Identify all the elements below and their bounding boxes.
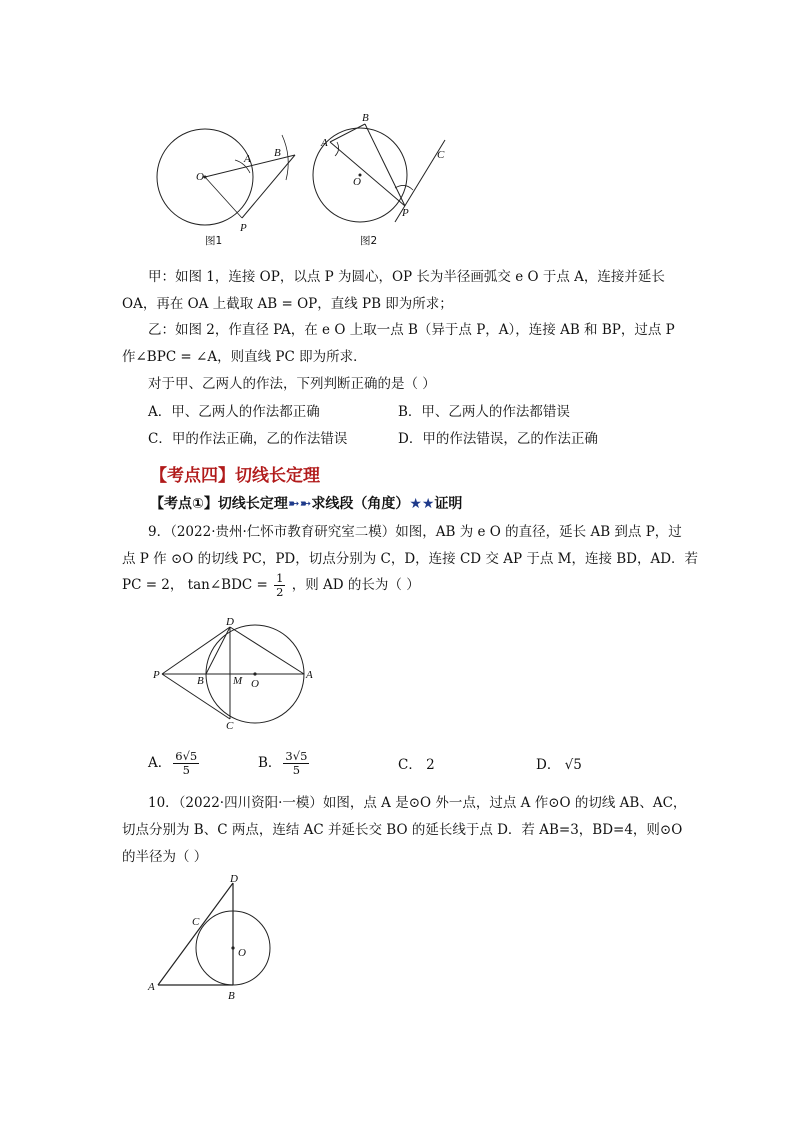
q8-option-d[interactable]: D．甲的作法错误，乙的作法正确: [398, 431, 598, 447]
figure-q10: [145, 868, 280, 1003]
subtitle-mid: 求线段（角度）: [311, 496, 410, 512]
fig9-label-d: D: [226, 616, 234, 628]
fig2-label-o: O: [353, 176, 361, 188]
q9-line3: [122, 572, 420, 599]
figure-2: [305, 110, 465, 250]
q9-line3-post: ，则 AD 的长为（ ）: [291, 577, 420, 593]
fig10-label-d: D: [230, 873, 238, 885]
q9-option-d[interactable]: D． √5: [536, 757, 582, 773]
fig1-label-o: O: [196, 171, 204, 183]
fig10-label-o: O: [238, 947, 246, 959]
q8-option-a[interactable]: A．甲、乙两人的作法都正确: [148, 404, 320, 420]
q9-line1: 9．（2022·贵州·仁怀市教育研究室二模）如图，AB 为 e O 的直径，延长 AB 到点 P，过: [148, 524, 682, 540]
q9-fraction: $\frac{1}{2}$: [276, 571, 284, 599]
star-icon: ★★: [409, 496, 435, 512]
subtitle-suffix: 证明: [434, 496, 463, 512]
fig9-label-c: C: [226, 720, 234, 732]
q8-yi-line1: 乙：如图 2，作直径 PA，在 e O 上取一点 B（异于点 P，A），连接 AB 和 BP，过点 P: [148, 322, 675, 338]
fig2-label-c: C: [437, 149, 445, 161]
q8-yi-line2: 作∠BPC = ∠A，则直线 PC 即为所求．: [122, 349, 367, 365]
q9-line2: 点 P 作 ⊙O 的切线 PC，PD，切点分别为 C，D，连接 CD 交 AP 于点 M，连接 BD，AD．若: [122, 551, 699, 567]
q10-line3: 的半径为（ ）: [122, 849, 208, 865]
fig10-label-c: C: [192, 916, 200, 928]
fig2-label-b: B: [362, 112, 369, 124]
q8-jia-line1: 甲：如图 1，连接 OP，以点 P 为圆心，OP 长为半径画弧交 e O 于点 A，连接并延长: [148, 269, 665, 285]
fig1-label-a: A: [244, 153, 251, 165]
subtitle-prefix: 【考点①】切线长定理: [150, 496, 288, 512]
fig2-caption: 图2: [360, 235, 378, 247]
fig2-label-a: A: [321, 137, 328, 149]
fig1-caption: 图1: [205, 235, 223, 247]
q8-option-c[interactable]: C．甲的作法正确，乙的作法错误: [148, 431, 348, 447]
q9-option-a[interactable]: A． $\frac{6√5}{5}$: [148, 749, 198, 777]
fig9-label-p: P: [153, 669, 160, 681]
q8-option-b[interactable]: B．甲、乙两人的作法都错误: [398, 404, 570, 420]
fig10-label-a: A: [148, 981, 155, 993]
fig2-label-p: P: [402, 207, 409, 219]
q8-question: 对于甲、乙两人的作法，下列判断正确的是（ ）: [148, 376, 436, 392]
q10-line1: 10．（2022·四川资阳·一模）如图，点 A 是⊙O 外一点，过点 A 作⊙O 的切线 AB、AC，: [148, 795, 687, 811]
figure-q9: [150, 615, 325, 730]
fig9-label-a: A: [306, 669, 313, 681]
fig9-label-o: O: [251, 678, 259, 690]
figure-1: [150, 125, 310, 250]
q8-jia-line2: OA，再在 OA 上截取 AB = OP，直线 PB 即为所求；: [122, 296, 453, 312]
double-arrow-icon: ➼➼: [287, 496, 312, 512]
fig1-label-p: P: [240, 222, 247, 234]
q9-line3-pre: PC = 2， tan∠BDC =: [122, 577, 268, 593]
fig9-label-m: M: [233, 675, 243, 687]
section-title: 【考点四】切线长定理: [150, 466, 320, 486]
q9-option-c[interactable]: C． 2: [398, 757, 435, 773]
fig9-label-b: B: [197, 675, 204, 687]
q9-option-b[interactable]: B． $\frac{3√5}{5}$: [258, 749, 308, 777]
section-subtitle: [150, 493, 462, 513]
q10-line2: 切点分别为 B、C 两点，连结 AC 并延长交 BO 的延长线于点 D．若 AB=3，BD=4，则⊙O: [122, 822, 683, 838]
fig10-label-b: B: [228, 990, 235, 1002]
fig1-label-b: B: [274, 147, 281, 159]
